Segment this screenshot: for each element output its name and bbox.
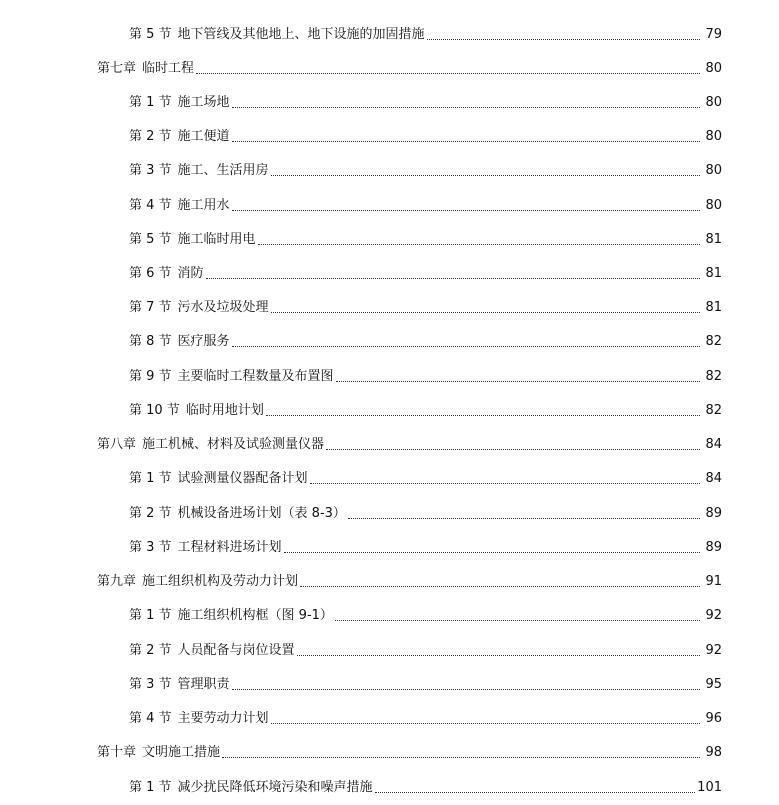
toc-entry-page: 80 [705,129,722,144]
toc-entry[interactable] [129,226,722,248]
toc-entry[interactable] [129,397,722,419]
toc-entry-number: 第 1 节 [129,95,172,110]
toc-entry-label [129,369,334,385]
toc-entry-title: 施工用水 [177,198,230,213]
toc-entry-number: 第 5 节 [129,27,172,42]
toc-entry[interactable] [129,534,722,556]
dot-leader [232,210,700,211]
toc-entry-label [129,198,230,214]
toc-entry-label [129,300,269,316]
toc-entry-title: 试验测量仪器配备计划 [177,471,308,486]
toc-entry-label [129,471,308,487]
toc-entry-number: 第 2 节 [129,506,172,521]
toc-entry-title: 地下管线及其他地上、地下设施的加固措施 [177,27,425,42]
dot-leader [336,381,700,382]
toc-entry-title: 工程材料进场计划 [177,540,282,555]
toc-entry-page: 81 [705,232,722,247]
toc-entry-title: 施工机械、材料及试验测量仪器 [142,437,325,452]
toc-entry[interactable] [129,705,722,727]
toc-entry-title: 医疗服务 [177,334,230,349]
toc-entry-title: 减少扰民降低环境污染和噪声措施 [177,780,373,795]
toc-entry-page: 80 [705,198,722,213]
toc-entry-number: 第 9 节 [129,369,172,384]
toc-entry[interactable] [129,465,722,487]
dot-leader [222,757,700,758]
dot-leader [375,792,696,793]
toc-entry-page: 81 [705,300,722,315]
toc-entry-number: 第七章 [97,61,137,76]
toc-entry-page: 80 [705,61,722,76]
toc-entry-title: 临时用地计划 [185,403,264,418]
dot-leader [335,620,700,621]
toc-entry-title: 施工便道 [177,129,230,144]
toc-entry-title: 管理职责 [177,677,230,692]
toc-entry-number: 第 1 节 [129,780,172,795]
dot-leader [326,449,700,450]
dot-leader [196,73,700,74]
toc-entry-page: 81 [705,266,722,281]
toc-entry-label [97,574,298,590]
toc-entry-label [129,163,269,179]
toc-entry-number: 第 1 节 [129,471,172,486]
dot-leader [232,107,700,108]
toc-entry-number: 第 2 节 [129,643,172,658]
toc-entry-number: 第九章 [97,574,137,589]
toc-entry-page: 101 [697,780,722,795]
toc-entry[interactable] [97,568,722,590]
toc-entry-title: 临时工程 [142,61,195,76]
toc-entry[interactable] [129,363,722,385]
toc-entry-number: 第十章 [97,745,137,760]
toc-entry-title: 施工组织机构框（图 9-1） [177,608,333,623]
toc-entry-page: 96 [705,711,722,726]
toc-entry-number: 第 3 节 [129,163,172,178]
toc-entry-number: 第 1 节 [129,608,172,623]
toc-entry-title: 主要劳动力计划 [177,711,269,726]
toc-entry-page: 89 [705,540,722,555]
dot-leader [427,39,700,40]
toc-entry-number: 第 6 节 [129,266,172,281]
toc-entry[interactable] [129,157,722,179]
toc-entry-label [129,506,346,522]
toc-entry-label [97,437,324,453]
toc-entry[interactable] [129,671,722,693]
toc-entry-number: 第 7 节 [129,300,172,315]
toc-entry[interactable] [129,89,722,111]
toc-entry[interactable] [129,260,722,282]
toc-entry-title: 施工场地 [177,95,230,110]
toc-entry-page: 91 [705,574,722,589]
dot-leader [232,689,700,690]
toc-entry-label [129,334,230,350]
toc-entry-label [129,608,333,624]
toc-entry[interactable] [129,602,722,624]
dot-leader [271,312,700,313]
dot-leader [300,586,700,587]
toc-entry[interactable] [97,739,722,761]
toc-entry-title: 主要临时工程数量及布置图 [177,369,334,384]
toc-entry-title: 施工临时用电 [177,232,256,247]
toc-entry-number: 第 3 节 [129,540,172,555]
toc-entry-page: 79 [705,27,722,42]
toc-entry-page: 95 [705,677,722,692]
toc-entry[interactable] [129,328,722,350]
toc-entry-page: 84 [705,471,722,486]
dot-leader [297,655,700,656]
toc-entry-title: 施工、生活用房 [177,163,269,178]
toc-entry-page: 82 [705,403,722,418]
toc-entry-number: 第 8 节 [129,334,172,349]
toc-entry-page: 92 [705,643,722,658]
toc-entry-number: 第 4 节 [129,198,172,213]
toc-entry[interactable] [97,55,722,77]
toc-entry-label [129,266,204,282]
dot-leader [232,141,700,142]
toc-entry-number: 第八章 [97,437,137,452]
toc-entry-number: 第 2 节 [129,129,172,144]
toc-entry-title: 消防 [177,266,204,281]
toc-entry-title: 人员配备与岗位设置 [177,643,295,658]
dot-leader [348,518,700,519]
toc-entry-number: 第 5 节 [129,232,172,247]
toc-entry[interactable] [129,637,722,659]
toc-entry-page: 89 [705,506,722,521]
toc-entry[interactable] [129,294,722,316]
toc-entry-page: 92 [705,608,722,623]
dot-leader [310,483,700,484]
toc-entry-number: 第 3 节 [129,677,172,692]
dot-leader [232,346,700,347]
dot-leader [258,244,700,245]
toc-entry-label [129,677,230,693]
toc-entry-label [129,95,230,111]
toc-entry[interactable] [129,500,722,522]
toc-entry[interactable] [129,21,722,43]
toc-entry-title: 施工组织机构及劳动力计划 [142,574,299,589]
toc-entry-label [129,232,256,248]
toc-entry-label [97,61,194,77]
toc-entry-page: 98 [705,745,722,760]
dot-leader [271,175,700,176]
toc-entry[interactable] [129,123,722,145]
dot-leader [271,723,700,724]
toc-entry-title: 机械设备进场计划（表 8-3） [177,506,346,521]
toc-entry-label [97,745,220,761]
toc-entry-number: 第 4 节 [129,711,172,726]
toc-entry-label [129,780,373,796]
dot-leader [284,552,700,553]
toc-entry[interactable] [97,431,722,453]
toc-entry-number: 第 10 节 [129,403,180,418]
toc-entry[interactable] [129,774,722,796]
toc-entry-label [129,27,425,43]
toc-entry-page: 80 [705,163,722,178]
toc-entry-page: 84 [705,437,722,452]
toc-entry-label [129,643,295,659]
toc-entry-page: 82 [705,369,722,384]
toc-entry-title: 文明施工措施 [142,745,221,760]
toc-entry-page: 82 [705,334,722,349]
toc-entry-label [129,711,269,727]
toc-entry-label [129,403,264,419]
dot-leader [206,278,700,279]
toc-entry[interactable] [129,192,722,214]
toc-entry-page: 80 [705,95,722,110]
toc-entry-label [129,540,282,556]
dot-leader [266,415,700,416]
toc-entry-title: 污水及垃圾处理 [177,300,269,315]
toc-entry-label [129,129,230,145]
